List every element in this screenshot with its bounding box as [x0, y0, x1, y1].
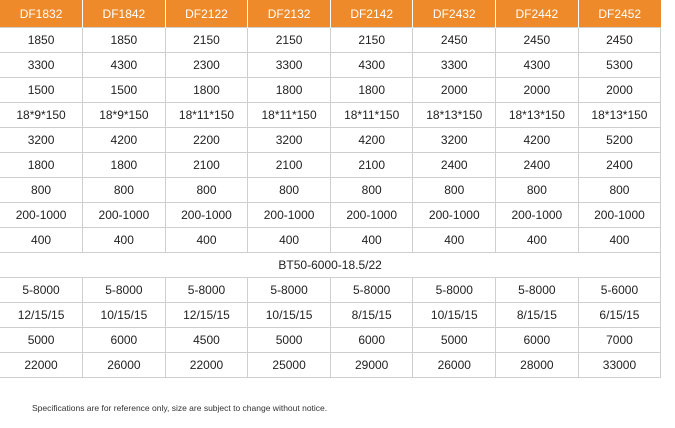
- table-row: [0, 278, 661, 303]
- table-cell: 10/15/15: [413, 303, 496, 328]
- header-cell: DF2132: [248, 0, 331, 28]
- table-cell: 1800: [0, 153, 83, 178]
- table-row: [0, 228, 661, 253]
- table-cell: 18*13*150: [496, 103, 579, 128]
- table-cell: 10/15/15: [83, 303, 166, 328]
- table-cell: 18*13*150: [578, 103, 661, 128]
- table-cell: 3200: [248, 128, 331, 153]
- table-row: [0, 78, 661, 103]
- table-cell: 33000: [578, 353, 661, 378]
- header-cell: DF1842: [83, 0, 166, 28]
- table-cell: 200-1000: [83, 203, 166, 228]
- table-cell: 2000: [578, 78, 661, 103]
- table-cell: 5200: [578, 128, 661, 153]
- header-cell: DF2452: [578, 0, 661, 28]
- table-row: [0, 203, 661, 228]
- table-cell: 12/15/15: [165, 303, 248, 328]
- table-cell: 200-1000: [496, 203, 579, 228]
- table-cell: 4200: [496, 128, 579, 153]
- table-cell: 5-8000: [413, 278, 496, 303]
- table-cell: 5-8000: [330, 278, 413, 303]
- table-row: [0, 128, 661, 153]
- table-cell: 6/15/15: [578, 303, 661, 328]
- table-cell: 18*9*150: [83, 103, 166, 128]
- table-cell: 400: [248, 228, 331, 253]
- table-row: [0, 178, 661, 203]
- table-cell: 6000: [83, 328, 166, 353]
- table-cell: 400: [83, 228, 166, 253]
- table-cell: 200-1000: [413, 203, 496, 228]
- table-cell: 200-1000: [165, 203, 248, 228]
- table-cell: 26000: [83, 353, 166, 378]
- table-row-merged: [0, 253, 661, 278]
- table-cell: 200-1000: [330, 203, 413, 228]
- table-cell: 18*9*150: [0, 103, 83, 128]
- table-cell: 5-8000: [83, 278, 166, 303]
- table-cell: 8/15/15: [330, 303, 413, 328]
- table-cell: 400: [496, 228, 579, 253]
- table-cell: 5-8000: [248, 278, 331, 303]
- table-cell: 18*11*150: [330, 103, 413, 128]
- header-cell: DF2442: [496, 0, 579, 28]
- header-cell: DF1832: [0, 0, 83, 28]
- table-cell: 8/15/15: [496, 303, 579, 328]
- table-cell: 3300: [413, 53, 496, 78]
- table-cell: 18*13*150: [413, 103, 496, 128]
- table-cell: 400: [0, 228, 83, 253]
- table-cell: 800: [165, 178, 248, 203]
- table-cell: 400: [330, 228, 413, 253]
- table-cell: 800: [83, 178, 166, 203]
- table-cell: 28000: [496, 353, 579, 378]
- table-cell: 2000: [413, 78, 496, 103]
- table-cell: 4200: [83, 128, 166, 153]
- table-cell: 22000: [165, 353, 248, 378]
- table-cell: 3300: [248, 53, 331, 78]
- table-cell: 2100: [248, 153, 331, 178]
- table-cell: 2450: [496, 28, 579, 53]
- table-cell: 2150: [165, 28, 248, 53]
- table-cell: 800: [330, 178, 413, 203]
- table-cell: 2000: [496, 78, 579, 103]
- table-body: [0, 28, 661, 378]
- table-cell: 800: [496, 178, 579, 203]
- merged-cell: BT50-6000-18.5/22: [0, 253, 661, 278]
- table-cell: 6000: [330, 328, 413, 353]
- table-cell: 1500: [0, 78, 83, 103]
- table-cell: 1800: [83, 153, 166, 178]
- table-cell: 5-8000: [165, 278, 248, 303]
- table-cell: 1850: [83, 28, 166, 53]
- table-cell: 1800: [330, 78, 413, 103]
- table-cell: 4300: [496, 53, 579, 78]
- table-cell: 2450: [413, 28, 496, 53]
- table-row: [0, 103, 661, 128]
- table-cell: 800: [0, 178, 83, 203]
- table-row: [0, 328, 661, 353]
- table-row: [0, 28, 661, 53]
- table-cell: 2300: [165, 53, 248, 78]
- table-row: [0, 53, 661, 78]
- table-cell: 2150: [330, 28, 413, 53]
- table-cell: 18*11*150: [248, 103, 331, 128]
- table-cell: 200-1000: [0, 203, 83, 228]
- table-cell: 400: [578, 228, 661, 253]
- header-cell: DF2432: [413, 0, 496, 28]
- table-cell: 5-6000: [578, 278, 661, 303]
- table-row: [0, 303, 661, 328]
- table-cell: 29000: [330, 353, 413, 378]
- table-cell: 3200: [413, 128, 496, 153]
- table-cell: 2400: [578, 153, 661, 178]
- table-cell: 5-8000: [496, 278, 579, 303]
- table-cell: 1800: [165, 78, 248, 103]
- table-cell: 3200: [0, 128, 83, 153]
- table-cell: 5-8000: [0, 278, 83, 303]
- table-row: [0, 153, 661, 178]
- table-cell: 12/15/15: [0, 303, 83, 328]
- table-cell: 22000: [0, 353, 83, 378]
- table-cell: 2450: [578, 28, 661, 53]
- table-cell: 1500: [83, 78, 166, 103]
- table-cell: 5300: [578, 53, 661, 78]
- table-row: [0, 353, 661, 378]
- table-cell: 1850: [0, 28, 83, 53]
- table-cell: 4500: [165, 328, 248, 353]
- table-cell: 26000: [413, 353, 496, 378]
- table-cell: 2200: [165, 128, 248, 153]
- table-cell: 2400: [496, 153, 579, 178]
- header-cell: DF2142: [330, 0, 413, 28]
- table-cell: 4300: [330, 53, 413, 78]
- table-cell: 200-1000: [578, 203, 661, 228]
- table-cell: 5000: [413, 328, 496, 353]
- table-cell: 4200: [330, 128, 413, 153]
- table-cell: 400: [413, 228, 496, 253]
- table-cell: 10/15/15: [248, 303, 331, 328]
- table-cell: 200-1000: [248, 203, 331, 228]
- table-cell: 7000: [578, 328, 661, 353]
- table-cell: 4300: [83, 53, 166, 78]
- table-cell: 2400: [413, 153, 496, 178]
- table-cell: 2100: [330, 153, 413, 178]
- table-cell: 2100: [165, 153, 248, 178]
- table-cell: 2150: [248, 28, 331, 53]
- table-cell: 18*11*150: [165, 103, 248, 128]
- table-cell: 5000: [248, 328, 331, 353]
- table-cell: 3300: [0, 53, 83, 78]
- table-cell: 800: [413, 178, 496, 203]
- table-cell: 800: [578, 178, 661, 203]
- table-cell: 25000: [248, 353, 331, 378]
- table-cell: 800: [248, 178, 331, 203]
- table-cell: 1800: [248, 78, 331, 103]
- header-cell: DF2122: [165, 0, 248, 28]
- footnote: Specifications are for reference only, size are subject to change without notice.: [32, 403, 328, 413]
- table-cell: 400: [165, 228, 248, 253]
- table-cell: 6000: [496, 328, 579, 353]
- table-cell: 5000: [0, 328, 83, 353]
- header-row: [0, 0, 661, 28]
